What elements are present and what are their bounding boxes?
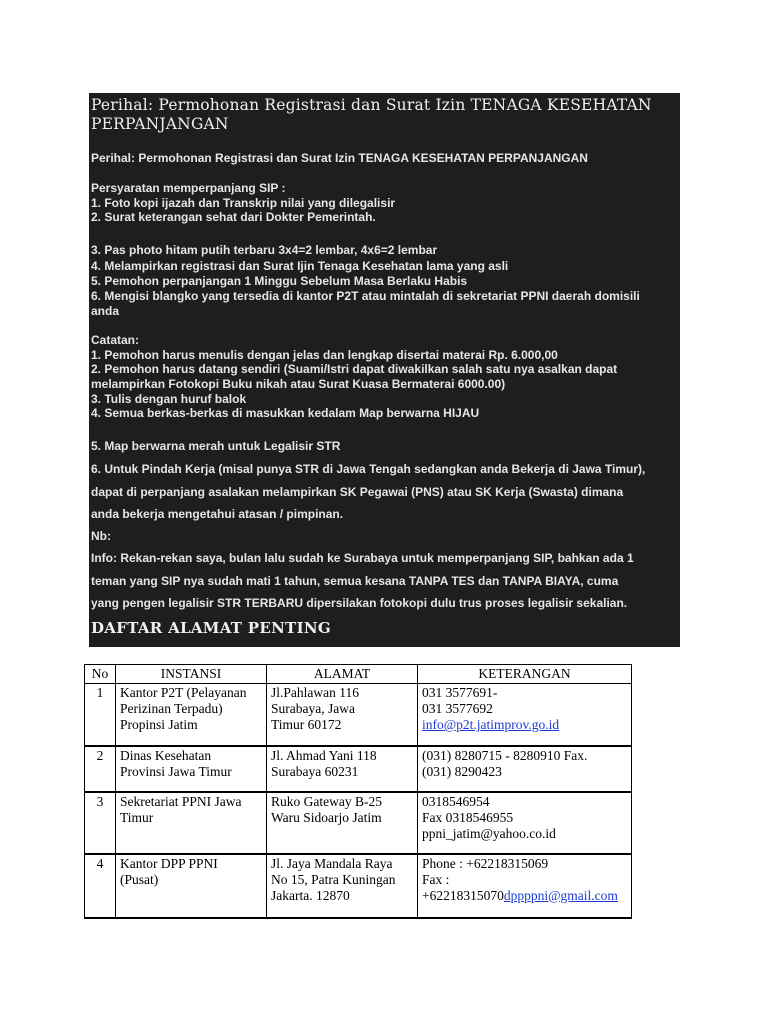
address-table: [84, 664, 632, 919]
ket-line: 0318546954: [422, 793, 490, 809]
alamat-line: Timur 60172: [271, 717, 342, 732]
table-row: [85, 854, 632, 918]
requirement-6-line-2: anda: [91, 304, 120, 318]
ket-line: (031) 8290423: [422, 763, 502, 779]
title-line-2: PERPANJANGAN: [91, 115, 229, 133]
note-3: 3. Tulis dengan huruf balok: [91, 392, 247, 406]
note-6-line-3: anda bekerja mengetahui atasan / pimpinan.: [91, 507, 344, 521]
ket-line: 031 3577692: [422, 701, 493, 716]
requirement-2: 2. Surat keterangan sehat dari Dokter Pemerintah.: [91, 210, 376, 224]
alamat-line: Surabaya, Jawa: [271, 701, 355, 716]
email-link[interactable]: info@p2t.jatimprov.go.id: [422, 717, 560, 732]
row-alamat: [267, 792, 418, 854]
row-no: 4: [85, 854, 116, 918]
alamat-line: Jl. Ahmad Yani 118: [271, 747, 377, 763]
requirement-4: 4. Melampirkan registrasi dan Surat Ijin Tenaga Kesehatan lama yang asli: [91, 259, 509, 273]
requirement-6-line-1: 6. Mengisi blangko yang tersedia di kantor P2T atau mintalah di sekretariat PPNI daerah domisili: [91, 289, 640, 303]
notes-heading: Catatan:: [91, 333, 140, 347]
requirement-5: 5. Pemohon perpanjangan 1 Minggu Sebelum Masa Berlaku Habis: [91, 274, 468, 288]
header-keterangan: KETERANGAN: [418, 665, 632, 684]
instansi-line: (Pusat): [120, 871, 159, 887]
row-instansi: [116, 854, 267, 918]
row-keterangan: [418, 792, 632, 854]
alamat-line: Waru Sidoarjo Jatim: [271, 809, 382, 825]
ket-line: Fax :: [422, 871, 450, 887]
ket-line: (031) 8280715 - 8280910 Fax.: [422, 747, 588, 763]
alamat-line: Jakarta. 12870: [271, 887, 350, 903]
header-no: No: [85, 665, 116, 684]
instansi-line: Propinsi Jatim: [120, 717, 198, 732]
alamat-line: Jl.Pahlawan 116: [271, 685, 359, 700]
row-keterangan: [418, 854, 632, 918]
instansi-line: Kantor DPP PPNI: [120, 855, 218, 871]
note-2-line-2: melampirkan Fotokopi Buku nikah atau Surat Kuasa Bermaterai 6000.00): [91, 377, 506, 391]
header-alamat: ALAMAT: [267, 665, 418, 684]
subtitle: Perihal: Permohonan Registrasi dan Surat Izin TENAGA KESEHATAN PERPANJANGAN: [91, 151, 588, 165]
note-4: 4. Semua berkas-berkas di masukkan kedalam Map berwarna HIJAU: [91, 406, 480, 420]
note-6-line-2: dapat di perpanjang asalakan melampirkan SK Pegawai (PNS) atau SK Kerja (Swasta) dimana: [91, 485, 624, 499]
instansi-line: Provinsi Jawa Timur: [120, 763, 232, 779]
table-header-row: [85, 665, 632, 684]
email-link[interactable]: dppppni@gmail.com: [503, 887, 618, 903]
requirements-heading: Persyaratan memperpanjang SIP :: [91, 181, 286, 195]
ket-line: Fax 0318546955: [422, 809, 514, 825]
row-no: 3: [85, 792, 116, 854]
note-2-line-1: 2. Pemohon harus datang sendiri (Suami/Istri dapat diwakilkan salah satu nya asalkan dapat: [91, 362, 618, 376]
row-keterangan: [418, 684, 632, 746]
row-instansi: [116, 792, 267, 854]
address-heading: DAFTAR ALAMAT PENTING: [91, 619, 332, 637]
header-instansi: INSTANSI: [116, 665, 267, 684]
info-panel: [89, 93, 680, 647]
ket-phone-prefix: +62218315070: [422, 887, 504, 903]
title-line-1: Perihal: Permohonan Registrasi dan Surat Izin TENAGA KESEHATAN: [91, 96, 652, 114]
alamat-line: No 15, Patra Kuningan: [271, 871, 396, 887]
note-1: 1. Pemohon harus menulis dengan jelas dan lengkap disertai materai Rp. 6.000,00: [91, 348, 558, 362]
info-line-2: teman yang SIP nya sudah mati 1 tahun, semua kesana TANPA TES dan TANPA BIAYA, cuma: [91, 574, 619, 588]
instansi-line: Sekretariat PPNI Jawa: [120, 793, 242, 809]
alamat-line: Jl. Jaya Mandala Raya: [271, 855, 393, 871]
alamat-line: Ruko Gateway B-25: [271, 793, 382, 809]
requirement-3: 3. Pas photo hitam putih terbaru 3x4=2 lembar, 4x6=2 lembar: [91, 243, 438, 257]
row-instansi: [116, 746, 267, 792]
note-5: 5. Map berwarna merah untuk Legalisir STR: [91, 439, 341, 453]
note-6-line-1: 6. Untuk Pindah Kerja (misal punya STR di Jawa Tengah sedangkan anda Bekerja di Jawa Timur),: [91, 462, 646, 476]
table-row: [85, 746, 632, 792]
row-instansi: [116, 684, 267, 746]
alamat-line: Surabaya 60231: [271, 763, 359, 779]
row-alamat: [267, 684, 418, 746]
table-row: [85, 684, 632, 746]
row-no: 2: [85, 746, 116, 792]
instansi-line: Kantor P2T (Pelayanan: [120, 685, 247, 700]
nb-label: Nb:: [91, 529, 111, 543]
ket-line: 031 3577691-: [422, 685, 498, 700]
instansi-line: Perizinan Terpadu): [120, 701, 223, 716]
row-no: 1: [85, 684, 116, 746]
info-line-3: yang pengen legalisir STR TERBARU dipersilakan fotokopi dulu trus proses legalisir sekalian.: [91, 596, 628, 610]
table-row: [85, 792, 632, 854]
row-alamat: [267, 854, 418, 918]
info-line-1: Info: Rekan-rekan saya, bulan lalu sudah ke Surabaya untuk memperpanjang SIP, bahkan ada 1: [91, 551, 634, 565]
instansi-line: Timur: [120, 809, 154, 825]
row-alamat: [267, 746, 418, 792]
row-keterangan: [418, 746, 632, 792]
ket-line: ppni_jatim@yahoo.co.id: [422, 825, 556, 841]
instansi-line: Dinas Kesehatan: [120, 747, 212, 763]
requirement-1: 1. Foto kopi ijazah dan Transkrip nilai yang dilegalisir: [91, 196, 396, 210]
ket-line: Phone : +62218315069: [422, 855, 549, 871]
